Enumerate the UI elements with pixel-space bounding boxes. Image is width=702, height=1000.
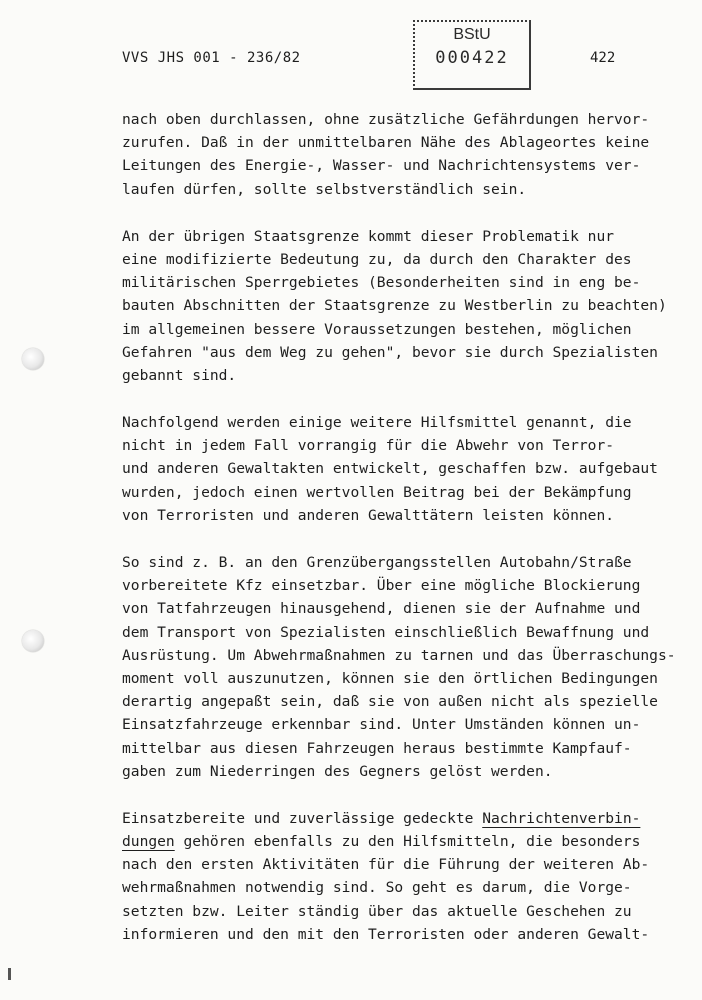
- text-line: laufen dürfen, sollte selbstverständlich sein.: [122, 180, 527, 198]
- text-line: bauten Abschnitten der Staatsgrenze zu Westberlin zu beachten): [122, 297, 667, 315]
- text-line: An der übrigen Staatsgrenze kommt dieser Problematik nur: [122, 227, 615, 245]
- text-line: im allgemeinen bessere Voraussetzungen bestehen, möglichen: [122, 320, 632, 338]
- paragraph-3: [122, 411, 682, 527]
- text-line: informieren und den mit den Terroristen oder anderen Gewalt-: [122, 925, 650, 943]
- text-line: nach oben durchlassen, ohne zusätzliche Gefährdungen hervor-: [122, 111, 650, 128]
- paragraph-5: [122, 807, 682, 946]
- paragraph-1: [122, 108, 682, 201]
- archive-stamp: [413, 20, 531, 90]
- text-line: von Tatfahrzeugen hinausgehend, dienen sie der Aufnahme und: [122, 600, 641, 618]
- text-line: von Terroristen und anderen Gewalttätern leisten können.: [122, 506, 615, 524]
- punch-hole: [22, 630, 44, 652]
- punch-hole: [22, 348, 44, 370]
- text-line: gebannt sind.: [122, 366, 237, 384]
- text-line: wurden, jedoch einen wertvollen Beitrag bei der Bekämpfung: [122, 483, 632, 501]
- text-line: [122, 807, 682, 830]
- text-line: eine modifizierte Bedeutung zu, da durch den Charakter des: [122, 250, 632, 268]
- text-line: mittelbar aus diesen Fahrzeugen heraus bestimmte Kampfauf-: [122, 739, 632, 757]
- text-line: Einsatzfahrzeuge erkennbar sind. Unter Umständen können un-: [122, 716, 641, 734]
- paragraph-2: [122, 225, 682, 387]
- stamp-number: 000422: [435, 48, 509, 68]
- text-line: Gefahren "aus dem Weg zu gehen", bevor sie durch Spezialisten: [122, 343, 658, 361]
- document-reference: VVS JHS 001 - 236/82: [122, 50, 301, 66]
- text-line: Nachfolgend werden einige weitere Hilfsmittel genannt, die: [122, 414, 632, 432]
- text-line: gaben zum Niederringen des Gegners gelöst werden.: [122, 762, 553, 780]
- text-line: Ausrüstung. Um Abwehrmaßnahmen zu tarnen und das Überraschungs-: [122, 646, 676, 664]
- body-text: [122, 108, 682, 970]
- text-line: Leitungen des Energie-, Wasser- und Nachrichtensystems ver-: [122, 157, 641, 175]
- paragraph-4: [122, 551, 682, 783]
- text-line: und anderen Gewaltakten entwickelt, geschaffen bzw. aufgebaut: [122, 460, 658, 478]
- text-line: setzten bzw. Leiter ständig über das aktuelle Geschehen zu: [122, 902, 632, 920]
- underlined-term: dungen: [122, 833, 175, 851]
- text-line: So sind z. B. an den Grenzübergangsstellen Autobahn/Straße: [122, 554, 632, 571]
- text-line: dem Transport von Spezialisten einschließlich Bewaffnung und: [122, 623, 650, 641]
- line-rest: gehören ebenfalls zu den Hilfsmitteln, die besonders: [183, 833, 641, 851]
- text-line: militärischen Sperrgebietes (Besonderheiten sind in eng be-: [122, 274, 641, 292]
- stamp-title: BStU: [453, 26, 491, 43]
- text-line: [122, 830, 682, 853]
- text-line: derartig angepaßt sein, daß sie von außen nicht als spezielle: [122, 693, 658, 711]
- page-number: 422: [590, 50, 616, 66]
- text-line: vorbereitete Kfz einsetzbar. Über eine mögliche Blockierung: [122, 577, 641, 595]
- line-prefix: Einsatzbereite und zuverlässige gedeckte: [122, 809, 483, 827]
- edge-mark: [8, 968, 11, 980]
- text-line: nicht in jedem Fall vorrangig für die Abwehr von Terror-: [122, 437, 615, 455]
- text-line: zurufen. Daß in der unmittelbaren Nähe des Ablageortes keine: [122, 134, 650, 152]
- text-line: moment voll auszunutzen, können sie den örtlichen Bedingungen: [122, 669, 658, 687]
- underlined-term: Nachrichtenverbin-: [482, 809, 641, 827]
- text-line: nach den ersten Aktivitäten für die Führung der weiteren Ab-: [122, 856, 650, 874]
- text-line: wehrmaßnahmen notwendig sind. So geht es darum, die Vorge-: [122, 879, 632, 897]
